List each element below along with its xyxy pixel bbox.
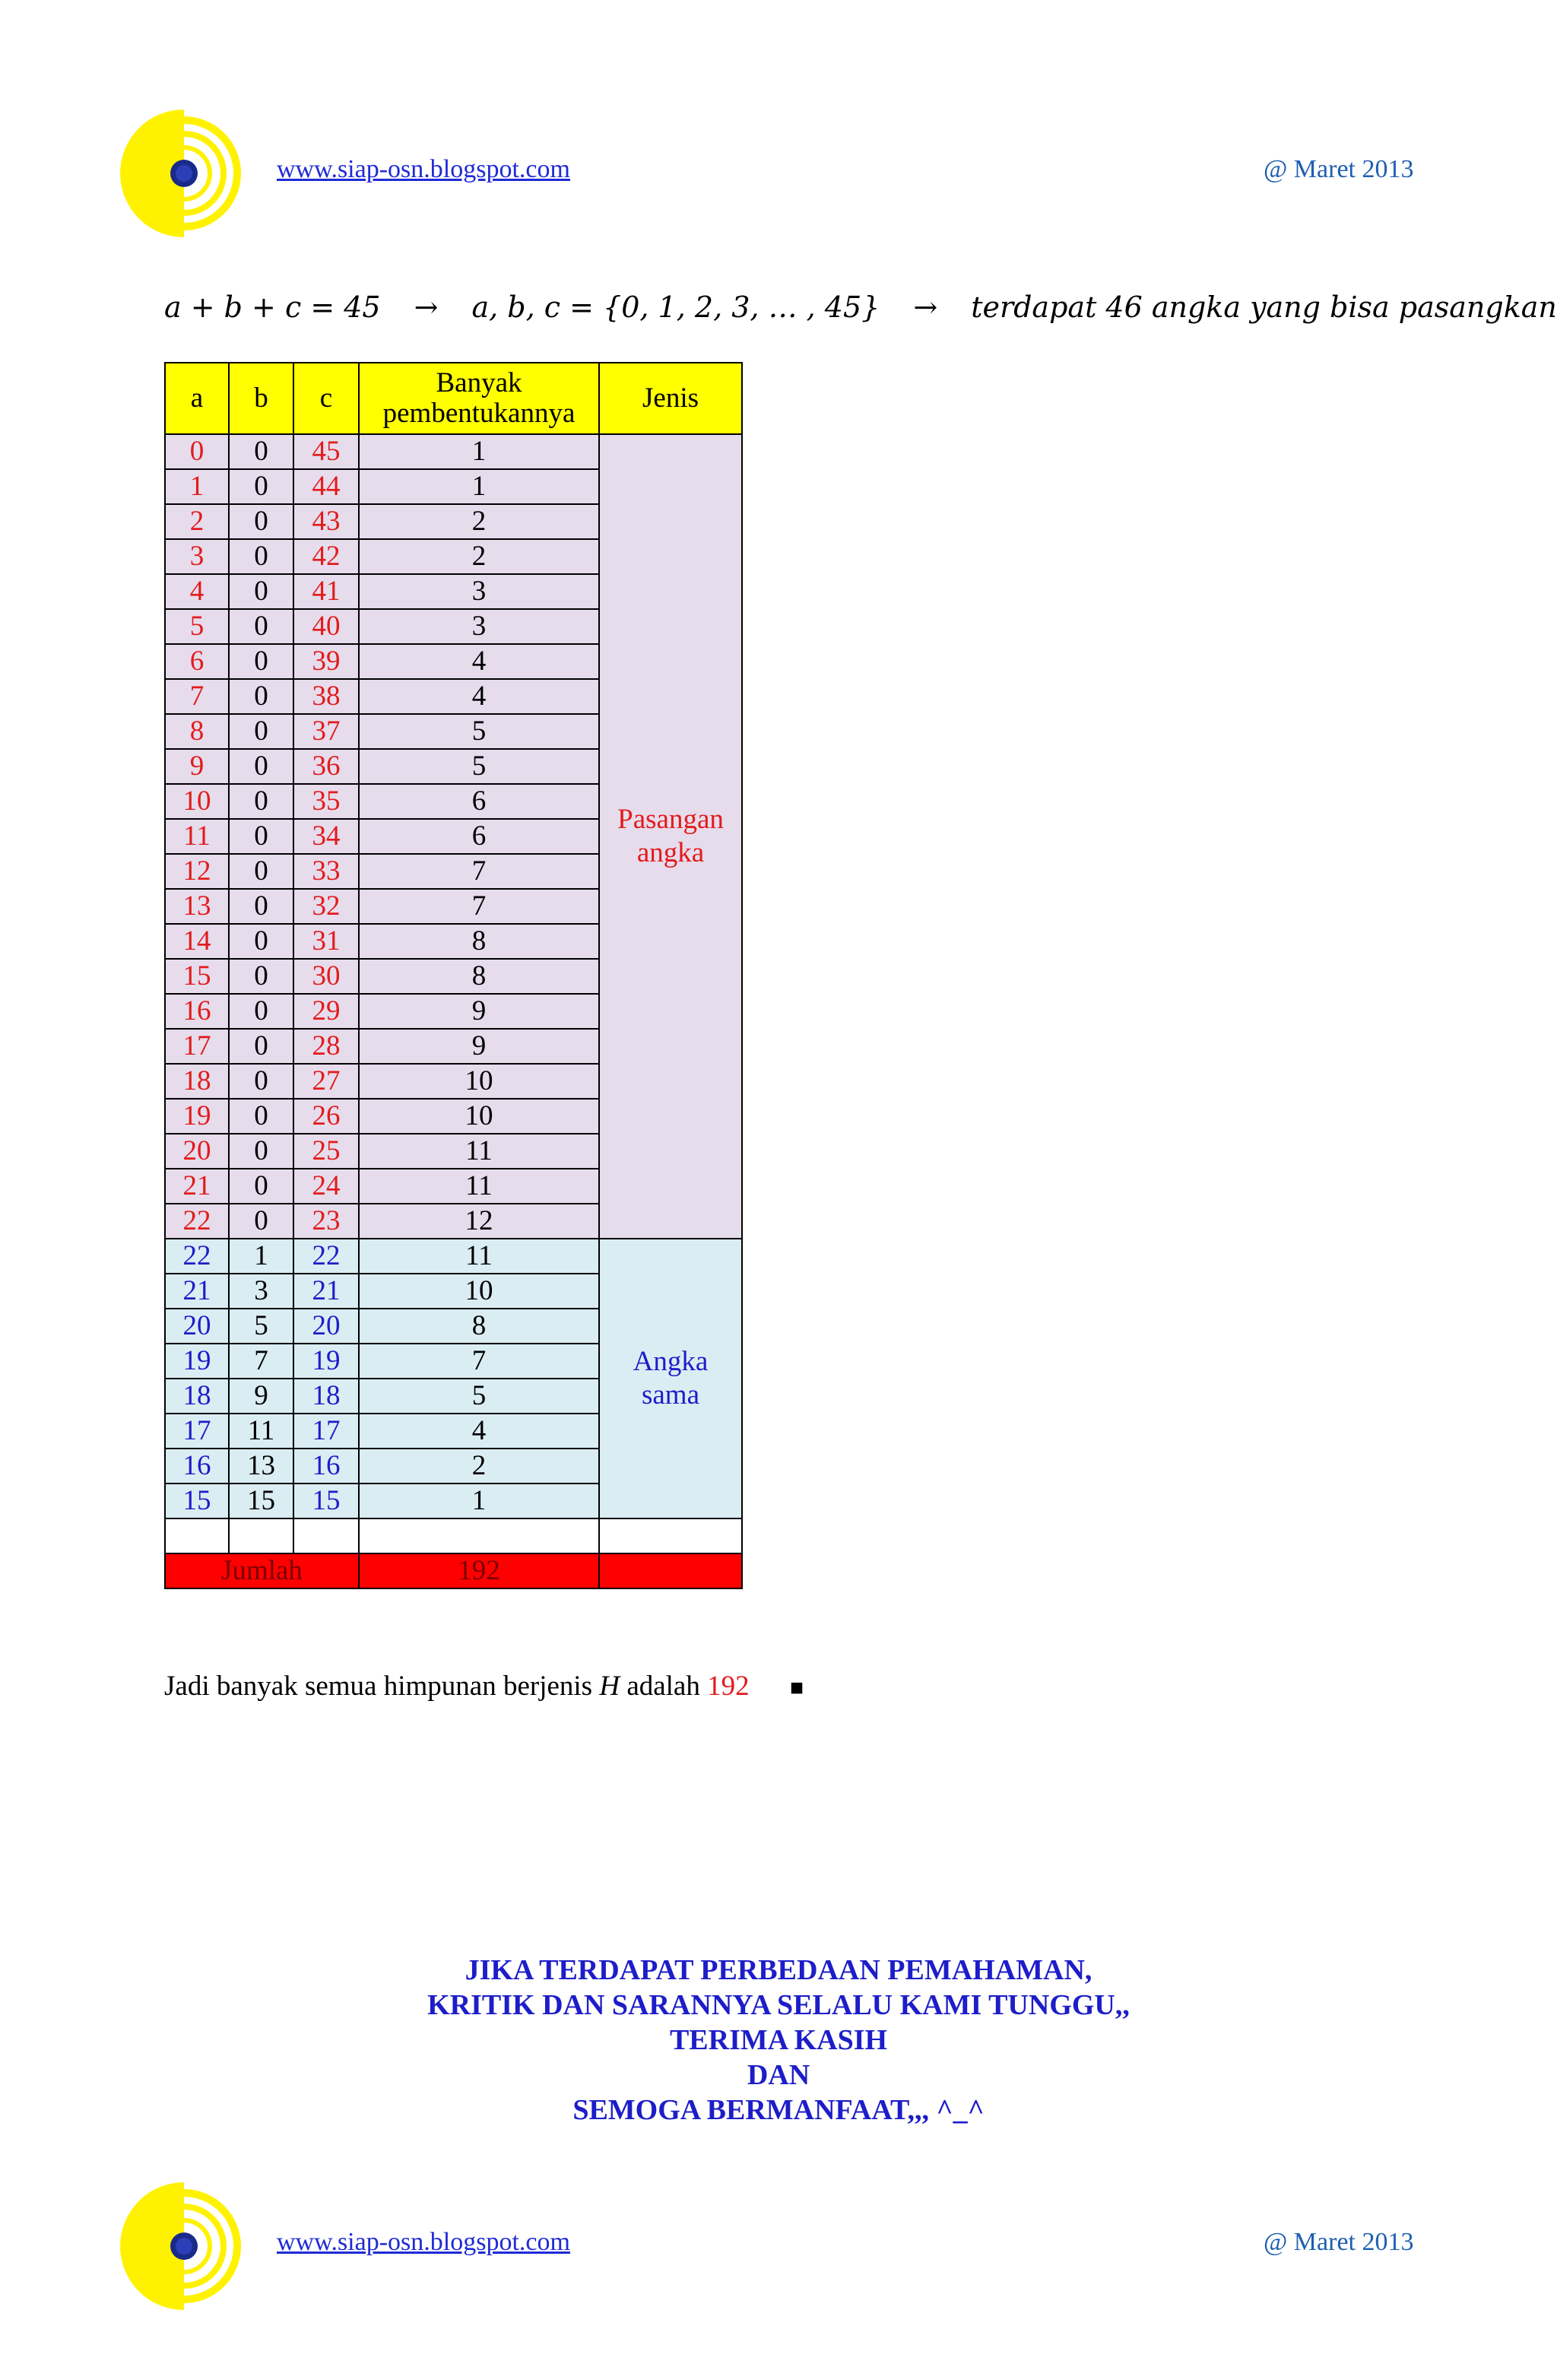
cell-c: 41 bbox=[293, 574, 359, 609]
cell-b: 0 bbox=[229, 1064, 293, 1099]
cell-a: 16 bbox=[165, 994, 229, 1029]
cell-banyak: 3 bbox=[359, 574, 599, 609]
cell-jenis bbox=[599, 434, 742, 1239]
cell-b: 0 bbox=[229, 469, 293, 504]
cell-c: 15 bbox=[293, 1484, 359, 1518]
cell-c: 18 bbox=[293, 1379, 359, 1414]
cell-banyak: 2 bbox=[359, 504, 599, 539]
empty-row bbox=[165, 1518, 742, 1553]
cell-b: 0 bbox=[229, 1029, 293, 1064]
cell-c: 27 bbox=[293, 1064, 359, 1099]
end-square-icon: ■ bbox=[789, 1675, 804, 1700]
cell-a: 12 bbox=[165, 854, 229, 889]
cell-c: 20 bbox=[293, 1309, 359, 1344]
cell-b: 5 bbox=[229, 1309, 293, 1344]
total-value: 192 bbox=[359, 1553, 599, 1588]
cell-a: 8 bbox=[165, 714, 229, 749]
total-row bbox=[165, 1553, 742, 1588]
cell-b: 9 bbox=[229, 1379, 293, 1414]
cell-a: 20 bbox=[165, 1309, 229, 1344]
cell-b: 0 bbox=[229, 609, 293, 644]
conclusion-var: H bbox=[599, 1671, 620, 1702]
cell-b: 0 bbox=[229, 889, 293, 924]
cell-b: 0 bbox=[229, 994, 293, 1029]
cell-a: 16 bbox=[165, 1449, 229, 1484]
empty-cell bbox=[229, 1518, 293, 1553]
equation-sum: a + b + c = 45 bbox=[164, 290, 381, 324]
cell-b: 0 bbox=[229, 924, 293, 959]
equation-remark: terdapat 46 angka yang bisa pasangkan bbox=[971, 290, 1557, 324]
cell-banyak: 10 bbox=[359, 1064, 599, 1099]
cell-b: 15 bbox=[229, 1484, 293, 1518]
site-logo bbox=[116, 2178, 252, 2315]
cell-c: 29 bbox=[293, 994, 359, 1029]
table-row bbox=[165, 1239, 742, 1274]
cell-c: 16 bbox=[293, 1449, 359, 1484]
cell-banyak: 7 bbox=[359, 854, 599, 889]
cell-a: 0 bbox=[165, 434, 229, 469]
cell-b: 0 bbox=[229, 749, 293, 784]
cell-a: 2 bbox=[165, 504, 229, 539]
closing-line: DAN bbox=[747, 2059, 810, 2091]
cell-a: 18 bbox=[165, 1379, 229, 1414]
cell-a: 22 bbox=[165, 1239, 229, 1274]
cell-c: 35 bbox=[293, 784, 359, 819]
cell-c: 39 bbox=[293, 644, 359, 679]
cell-a: 10 bbox=[165, 784, 229, 819]
cell-a: 7 bbox=[165, 679, 229, 714]
cell-b: 0 bbox=[229, 959, 293, 994]
cell-a: 20 bbox=[165, 1134, 229, 1169]
cell-c: 24 bbox=[293, 1169, 359, 1204]
cell-banyak: 8 bbox=[359, 959, 599, 994]
cell-c: 19 bbox=[293, 1344, 359, 1379]
table-header-row bbox=[165, 363, 742, 434]
cell-banyak: 6 bbox=[359, 784, 599, 819]
cell-c: 45 bbox=[293, 434, 359, 469]
closing-line: KRITIK DAN SARANNYA SELALU KAMI TUNGGU,, bbox=[427, 1989, 1130, 2021]
cell-banyak: 9 bbox=[359, 1029, 599, 1064]
cell-a: 17 bbox=[165, 1029, 229, 1064]
combination-table bbox=[164, 362, 743, 1589]
cell-a: 22 bbox=[165, 1204, 229, 1239]
cell-banyak: 6 bbox=[359, 819, 599, 854]
cell-c: 36 bbox=[293, 749, 359, 784]
empty-cell bbox=[359, 1518, 599, 1553]
cell-banyak: 4 bbox=[359, 679, 599, 714]
jenis-line1: Angka bbox=[633, 1346, 709, 1377]
cell-banyak: 8 bbox=[359, 1309, 599, 1344]
cell-b: 0 bbox=[229, 434, 293, 469]
cell-a: 6 bbox=[165, 644, 229, 679]
cell-c: 37 bbox=[293, 714, 359, 749]
cell-banyak: 3 bbox=[359, 609, 599, 644]
cell-a: 15 bbox=[165, 1484, 229, 1518]
cell-banyak: 7 bbox=[359, 889, 599, 924]
cell-b: 11 bbox=[229, 1414, 293, 1449]
cell-a: 21 bbox=[165, 1274, 229, 1309]
footer-date: @ Maret 2013 bbox=[1264, 2228, 1414, 2256]
header-banyak-line2: pembentukannya bbox=[382, 398, 576, 429]
closing-line: JIKA TERDAPAT PERBEDAAN PEMAHAMAN, bbox=[465, 1954, 1092, 1986]
cell-banyak: 11 bbox=[359, 1239, 599, 1274]
cell-a: 5 bbox=[165, 609, 229, 644]
equation-line bbox=[164, 290, 1557, 324]
header-banyak-line1: Banyak bbox=[436, 367, 522, 398]
cell-b: 0 bbox=[229, 1134, 293, 1169]
cell-banyak: 12 bbox=[359, 1204, 599, 1239]
closing-line: TERIMA KASIH bbox=[669, 2024, 888, 2056]
conclusion-text: Jadi banyak semua himpunan berjenis bbox=[164, 1671, 593, 1702]
cell-a: 9 bbox=[165, 749, 229, 784]
cell-banyak: 5 bbox=[359, 1379, 599, 1414]
cell-a: 17 bbox=[165, 1414, 229, 1449]
cell-banyak: 5 bbox=[359, 749, 599, 784]
empty-cell bbox=[599, 1518, 742, 1553]
cell-a: 4 bbox=[165, 574, 229, 609]
cell-a: 13 bbox=[165, 889, 229, 924]
cell-c: 17 bbox=[293, 1414, 359, 1449]
header-site-link[interactable]: www.siap-osn.blogspot.com bbox=[277, 155, 570, 183]
cell-b: 13 bbox=[229, 1449, 293, 1484]
cell-banyak: 5 bbox=[359, 714, 599, 749]
cell-a: 19 bbox=[165, 1099, 229, 1134]
header-jenis: Jenis bbox=[599, 363, 742, 434]
cell-banyak: 7 bbox=[359, 1344, 599, 1379]
empty-cell bbox=[165, 1518, 229, 1553]
cell-b: 0 bbox=[229, 784, 293, 819]
header-date: @ Maret 2013 bbox=[1264, 155, 1414, 183]
cell-a: 19 bbox=[165, 1344, 229, 1379]
cell-c: 22 bbox=[293, 1239, 359, 1274]
site-logo bbox=[116, 105, 252, 242]
cell-a: 3 bbox=[165, 539, 229, 574]
cell-c: 43 bbox=[293, 504, 359, 539]
cell-banyak: 11 bbox=[359, 1134, 599, 1169]
cell-a: 18 bbox=[165, 1064, 229, 1099]
arrow-icon: → bbox=[913, 290, 938, 324]
cell-banyak: 10 bbox=[359, 1099, 599, 1134]
cell-b: 3 bbox=[229, 1274, 293, 1309]
cell-a: 1 bbox=[165, 469, 229, 504]
cell-c: 38 bbox=[293, 679, 359, 714]
cell-a: 11 bbox=[165, 819, 229, 854]
cell-c: 34 bbox=[293, 819, 359, 854]
cell-b: 0 bbox=[229, 819, 293, 854]
conclusion-text-after: adalah bbox=[626, 1671, 700, 1702]
header-banyak bbox=[359, 363, 599, 434]
cell-banyak: 1 bbox=[359, 434, 599, 469]
cell-b: 0 bbox=[229, 644, 293, 679]
cell-c: 40 bbox=[293, 609, 359, 644]
footer-site-link[interactable]: www.siap-osn.blogspot.com bbox=[277, 2228, 570, 2256]
cell-banyak: 1 bbox=[359, 469, 599, 504]
cell-c: 32 bbox=[293, 889, 359, 924]
cell-jenis bbox=[599, 1239, 742, 1518]
closing-line: SEMOGA BERMANFAAT,,, ^_^ bbox=[572, 2094, 985, 2126]
cell-banyak: 8 bbox=[359, 924, 599, 959]
cell-banyak: 4 bbox=[359, 644, 599, 679]
cell-banyak: 2 bbox=[359, 539, 599, 574]
jenis-line1: Pasangan bbox=[617, 804, 724, 835]
cell-banyak: 4 bbox=[359, 1414, 599, 1449]
cell-b: 0 bbox=[229, 714, 293, 749]
jenis-line2: sama bbox=[641, 1379, 700, 1411]
cell-b: 0 bbox=[229, 1169, 293, 1204]
equation-set: a, b, c = {0, 1, 2, 3, … , 45} bbox=[471, 290, 880, 324]
cell-a: 14 bbox=[165, 924, 229, 959]
header-b: b bbox=[229, 363, 293, 434]
cell-b: 0 bbox=[229, 1204, 293, 1239]
cell-c: 23 bbox=[293, 1204, 359, 1239]
cell-a: 15 bbox=[165, 959, 229, 994]
total-empty-cell bbox=[599, 1553, 742, 1588]
cell-c: 44 bbox=[293, 469, 359, 504]
cell-b: 0 bbox=[229, 854, 293, 889]
cell-c: 25 bbox=[293, 1134, 359, 1169]
cell-banyak: 1 bbox=[359, 1484, 599, 1518]
conclusion bbox=[164, 1670, 804, 1702]
cell-c: 28 bbox=[293, 1029, 359, 1064]
conclusion-value: 192 bbox=[707, 1671, 750, 1702]
cell-banyak: 10 bbox=[359, 1274, 599, 1309]
cell-banyak: 2 bbox=[359, 1449, 599, 1484]
cell-b: 0 bbox=[229, 574, 293, 609]
header-a: a bbox=[165, 363, 229, 434]
cell-c: 30 bbox=[293, 959, 359, 994]
arrow-icon: → bbox=[414, 290, 439, 324]
jenis-line2: angka bbox=[636, 837, 705, 868]
cell-b: 0 bbox=[229, 539, 293, 574]
cell-c: 21 bbox=[293, 1274, 359, 1309]
cell-banyak: 11 bbox=[359, 1169, 599, 1204]
cell-b: 0 bbox=[229, 1099, 293, 1134]
cell-b: 7 bbox=[229, 1344, 293, 1379]
empty-cell bbox=[293, 1518, 359, 1553]
cell-c: 42 bbox=[293, 539, 359, 574]
closing-message bbox=[0, 1953, 1557, 2128]
header-c: c bbox=[293, 363, 359, 434]
cell-c: 33 bbox=[293, 854, 359, 889]
cell-a: 21 bbox=[165, 1169, 229, 1204]
cell-c: 26 bbox=[293, 1099, 359, 1134]
cell-c: 31 bbox=[293, 924, 359, 959]
total-label: Jumlah bbox=[165, 1553, 359, 1588]
cell-b: 1 bbox=[229, 1239, 293, 1274]
table-row bbox=[165, 434, 742, 469]
cell-b: 0 bbox=[229, 679, 293, 714]
cell-b: 0 bbox=[229, 504, 293, 539]
cell-banyak: 9 bbox=[359, 994, 599, 1029]
